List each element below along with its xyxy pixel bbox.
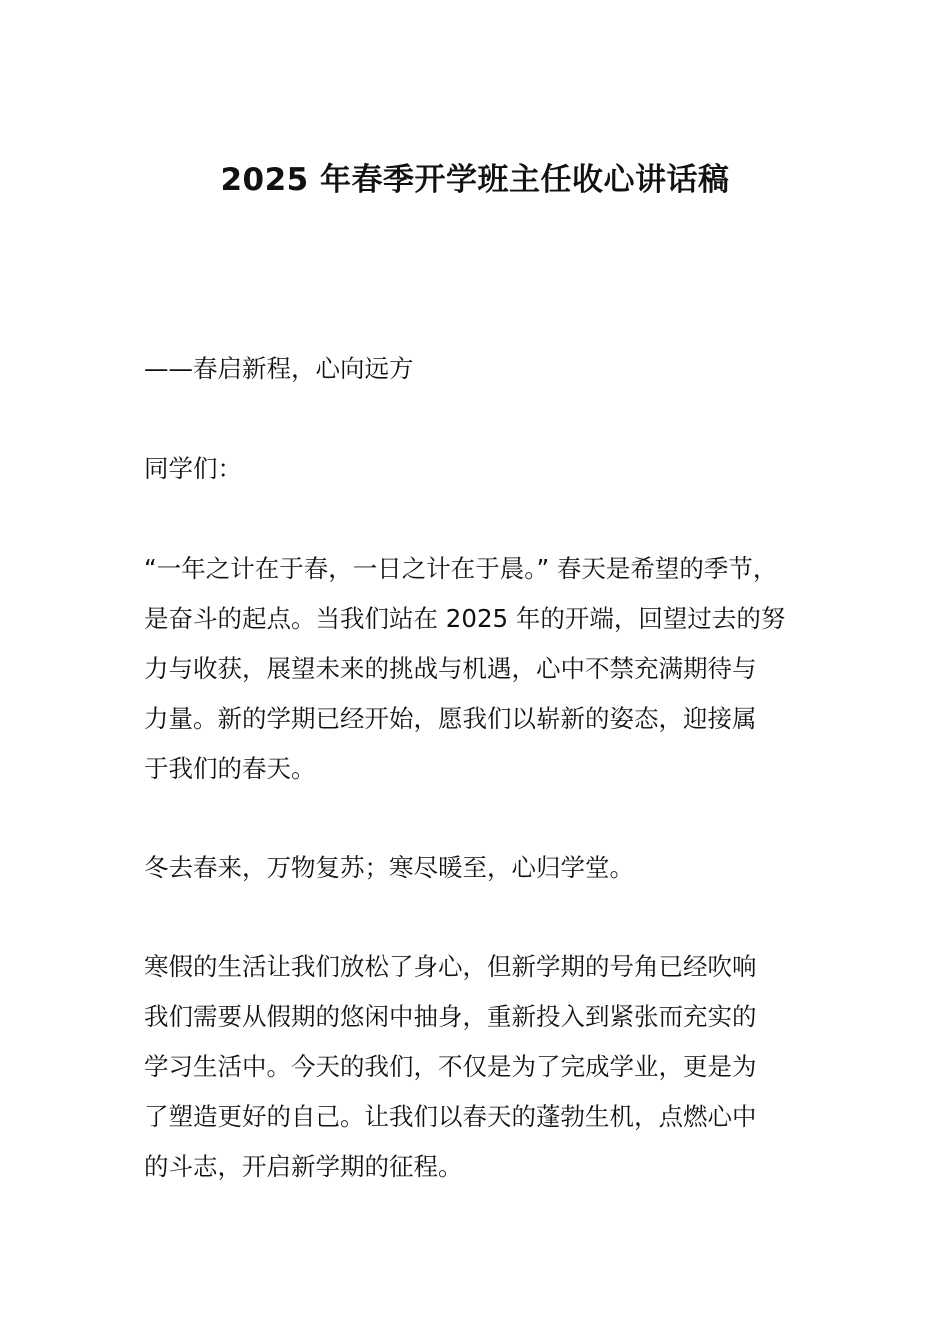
document-title: 2025 年春季开学班主任收心讲话稿 [220,162,730,198]
subtitle: ——春启新程，心向远方 [144,354,414,383]
paragraph-line: 了塑造更好的自己。让我们以春天的蓬勃生机，点燃心中 [144,1102,757,1131]
paragraph-line: 寒假的生活让我们放松了身心，但新学期的号角已经吹响 [144,952,757,981]
paragraph-line: 我们需要从假期的悠闲中抽身，重新投入到紧张而充实的 [144,1002,757,1031]
paragraph-2: 冬去春来，万物复苏；寒尽暖至，心归学堂。 [144,853,634,882]
paragraph-line: 的斗志，开启新学期的征程。 [144,1152,463,1181]
salutation: 同学们： [144,454,242,483]
paragraph-line: 学习生活中。今天的我们，不仅是为了完成学业，更是为 [144,1052,757,1081]
paragraph-3 [144,942,834,1192]
paragraph-line: 力与收获，展望未来的挑战与机遇，心中不禁充满期待与 [144,654,757,683]
paragraph-line: 是奋斗的起点。当我们站在 2025 年的开端，回望过去的努 [144,604,786,633]
paragraph-line: 于我们的春天。 [144,754,316,783]
paragraph-1 [144,544,834,794]
paragraph-line: “一年之计在于春，一日之计在于晨。” 春天是希望的季节， [144,554,778,583]
paragraph-line: 力量。新的学期已经开始，愿我们以崭新的姿态，迎接属 [144,704,757,733]
